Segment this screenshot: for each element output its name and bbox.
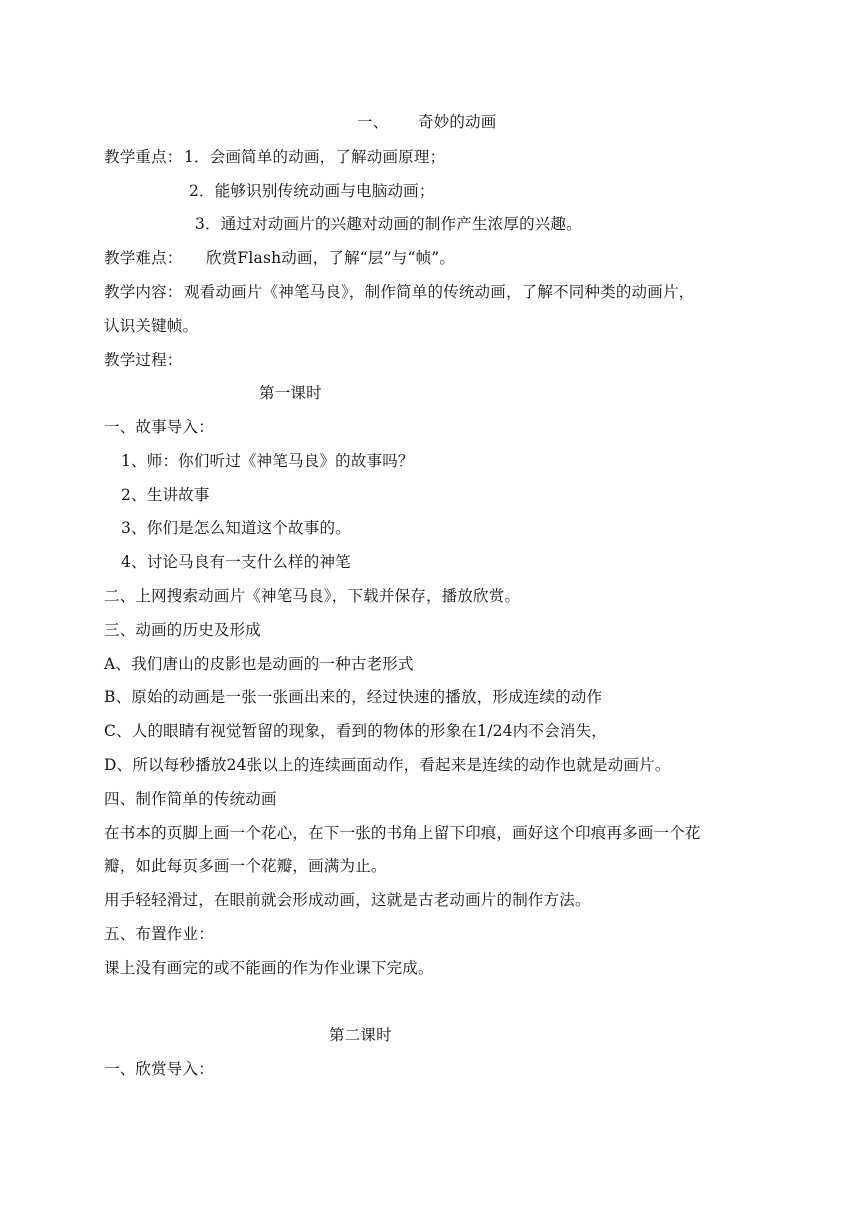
section-4-heading: 四、制作简单的传统动画 <box>104 790 277 808</box>
section-5-heading: 五、布置作业： <box>104 925 214 943</box>
lesson-2-section-1-heading: 一、欣赏导入： <box>104 1060 214 1078</box>
content-label: 教学内容： <box>104 283 183 301</box>
content-line-2: 认识关键帧。 <box>104 317 199 335</box>
page-title: 奇妙的动画 <box>418 113 497 131</box>
lesson-2-title: 第二课时 <box>329 1026 392 1044</box>
list-item: D、所以每秒播放24张以上的连续画面动作，看起来是连续的动作也就是动画片。 <box>104 756 671 774</box>
section-2-heading: 二、上网搜索动画片《神笔马良》，下载并保存，播放欣赏。 <box>104 587 521 605</box>
list-item: A、我们唐山的皮影也是动画的一种古老形式 <box>104 655 414 673</box>
section-1-heading: 一、故事导入： <box>104 418 214 436</box>
list-item: B、原始的动画是一张一张画出来的，经过快速的播放，形成连续的动作 <box>104 688 603 706</box>
list-item: C、人的眼睛有视觉暂留的现象，看到的物体的形象在1/24内不会消失， <box>104 722 607 740</box>
key-point-1: 1．会画简单的动画，了解动画原理； <box>184 148 446 166</box>
section-4-paragraph-1-line-1: 在书本的页脚上画一个花心，在下一张的书角上留下印痕，画好这个印痕再多画一个花 <box>104 824 701 842</box>
section-4-paragraph-1-line-2: 瓣，如此每页多画一个花瓣，画满为止。 <box>104 857 387 875</box>
key-point-3: 3．通过对动画片的兴趣对动画的制作产生浓厚的兴趣。 <box>195 215 582 233</box>
list-item: 3、你们是怎么知道这个故事的。 <box>121 519 351 537</box>
lesson-1-title: 第一课时 <box>259 384 322 402</box>
list-item: 1、师：你们听过《神笔马良》的故事吗？ <box>121 452 414 470</box>
list-item: 4、讨论马良有一支什么样的神笔 <box>121 553 351 571</box>
section-3-heading: 三、动画的历史及形成 <box>104 621 262 639</box>
list-item: 2、生讲故事 <box>121 486 210 504</box>
content-line-1: 观看动画片《神笔马良》，制作简单的传统动画，了解不同种类的动画片， <box>184 283 695 301</box>
difficulty-label: 教学难点： <box>104 249 183 267</box>
section-5-text: 课上没有画完的或不能画的作为作业课下完成。 <box>104 959 434 977</box>
key-points-label: 教学重点： <box>104 148 183 166</box>
process-label: 教学过程： <box>104 351 183 369</box>
difficulty-text: 欣赏Flash动画，了解“层”与“帧”。 <box>206 249 456 267</box>
section-4-paragraph-2: 用手轻轻滑过，在眼前就会形成动画，这就是古老动画片的制作方法。 <box>104 891 591 909</box>
title-number: 一、 <box>357 113 389 131</box>
key-point-2: 2．能够识别传统动画与电脑动画； <box>189 182 435 200</box>
